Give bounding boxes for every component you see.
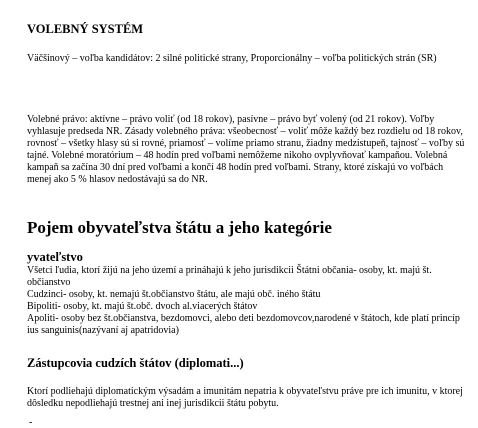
page-end-mark: - [29, 417, 33, 428]
heading-diplomati: Zástupcovia cudzích štátov (diplomati...) [27, 356, 244, 370]
list-item-all-people: Všetci ľudia, ktorí žijú na jeho území a prináhajú k jeho jurisdikcii Štátni občania- osoby, kt. majú št. občianstvo [27, 265, 432, 289]
diplomats-paragraph: Ktorí podliehajú diplomatickým výsadám a imunitám nepatria k obyvateľstvu práve pre ich imunitu, v ktorej dôsledku nepodliehajú trestnej ani inej jurisdikcii štátu pobytu. [27, 386, 463, 410]
heading-obyvatelstvo: Pojem obyvateľstva štátu a jeho kategórie [27, 218, 332, 237]
heading-volebny-system: VOLEBNÝ SYSTÉM [27, 22, 144, 36]
list-item-apoliti: Apoliti- osoby bez št.občianstva, bezdomovci, alebo deti bezdomovcov,narodené v štátoch, kde platí princíp ius sanguinis(nazývaní aj apatridovia) [27, 313, 460, 337]
population-categories-list [27, 265, 470, 338]
list-item-cudzinci: Cudzinci- osoby, kt. nemajú št.občianstvo štátu, ale majú obč. iného štátu [27, 289, 321, 301]
list-item-bipoliti: Bipoliti- osoby, kt. majú št.obč. dvoch al.viacerých štátov [27, 301, 258, 313]
subheading-obyvatelstvo: yvateľstvo [27, 250, 83, 264]
electoral-rights-paragraph: Volebné právo: aktívne – právo voliť (od 18 rokov), pasívne – právo byť volený (od 21 rokov). Voľby vyhlasuje predseda NR. Zásady volebného práva: všeobecnosť – voliť môže každý bez rozdielu od 18 rokov, rovnosť – všetky hlasy sú si rovné, priamosť – volíme priamo stranu, žiadny medzistupeň, tajnosť – voľby sú tajné. Volebné moratórium – 48 hodín pred voľbami nemôžeme nikoho ovplyvňovať kampaňou. Volebná kampaň sa začína 30 dní pred voľbami a končí 48 hodín pred voľbami. Strany, ktoré získajú vo voľbách menej ako 5 % hlasov nedostávajú sa do NR. [27, 114, 465, 186]
electoral-systems-text: Väčšinový – voľba kandidátov: 2 silné politické strany, Proporcionálny – voľba politických strán (SR) [27, 53, 437, 64]
